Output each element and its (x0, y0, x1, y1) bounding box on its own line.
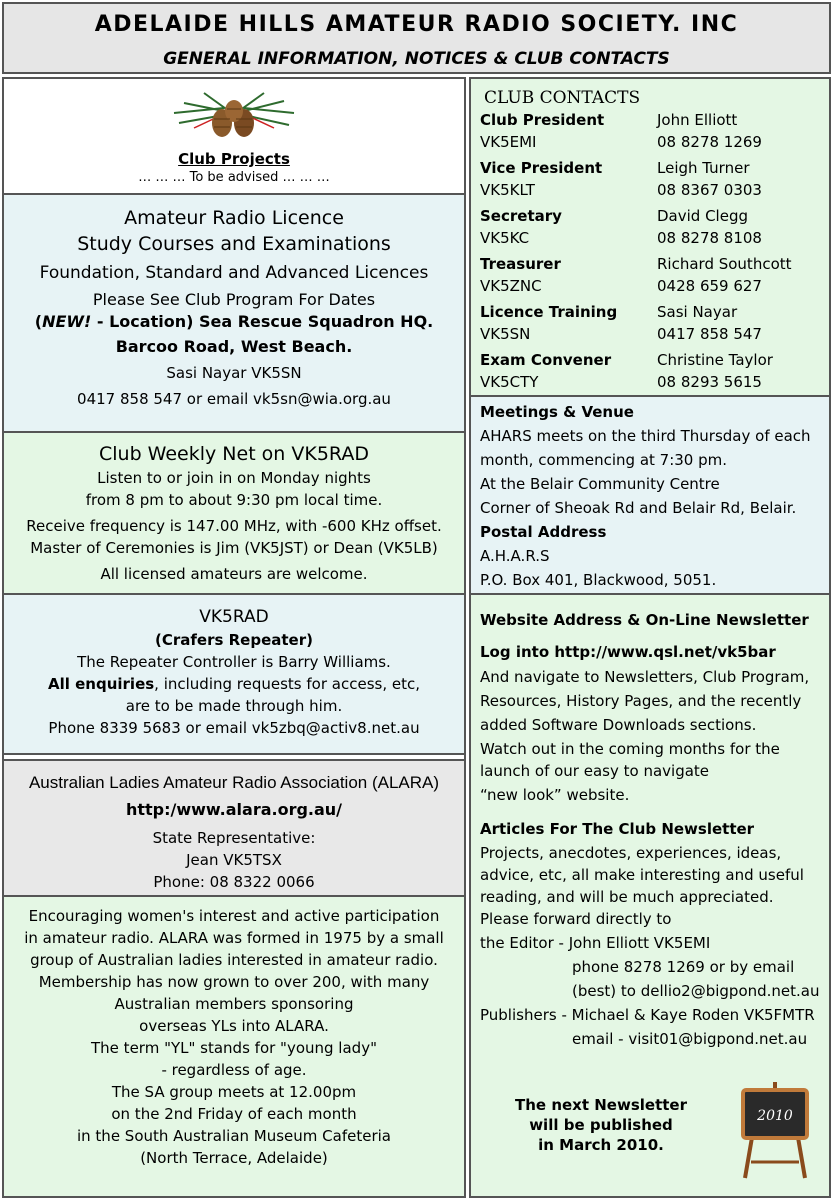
licence-contact: Sasi Nayar VK5SN (166, 364, 302, 382)
contact-row-bottom (480, 275, 825, 297)
meetings-line-2: month, commencing at 7:30 pm. (480, 451, 728, 469)
net-line-1: Listen to or join in on Monday nights (97, 469, 371, 487)
alara-body-line: in amateur radio. ALARA was formed in 1975 by a small (24, 929, 444, 947)
alara-body-box (4, 897, 464, 1196)
contact-row-bottom (480, 323, 825, 345)
alara-body-line: on the 2nd Friday of each month (111, 1105, 357, 1123)
licence-program: Please See Club Program For Dates (92, 290, 376, 309)
alara-body-line: in the South Australian Museum Cafeteria (76, 1127, 391, 1145)
articles-line-5: the Editor - John Elliott VK5EMI (480, 934, 711, 952)
contacts-box (471, 79, 829, 397)
contact-callsign: VK5SN (480, 325, 531, 343)
next-line-1: The next Newsletter (515, 1096, 687, 1114)
articles-line-7: (best) to dellio2@bigpond.net.au (572, 982, 820, 1000)
net-line-2: from 8 pm to about 9:30 pm local time. (85, 491, 383, 509)
repeater-subtitle: (Crafers Repeater) (155, 631, 313, 649)
website-login[interactable]: Log into http://www.qsl.net/vk5bar (480, 643, 776, 661)
meetings-box (471, 397, 829, 595)
contact-callsign: VK5EMI (480, 133, 537, 151)
articles-line-6: phone 8278 1269 or by email (572, 958, 795, 976)
contact-entry (480, 253, 825, 297)
articles-line-8: Publishers - Michael & Kaye Roden VK5FMTR (480, 1006, 815, 1024)
alara-body-line: Australian members sponsoring (114, 995, 354, 1013)
contact-name: John Elliott (657, 111, 738, 129)
postal-line-1: A.H.A.R.S (480, 547, 550, 565)
alara-body-line: - regardless of age. (161, 1061, 307, 1079)
alara-rep-label: State Representative: (152, 829, 316, 847)
right-column (469, 77, 831, 1198)
contact-name: Richard Southcott (657, 255, 792, 273)
contact-row-top (480, 109, 825, 131)
licence-location (4, 311, 464, 333)
enquiries-bold: All enquiries (48, 675, 155, 693)
projects-text: … … … To be advised … … … (138, 170, 330, 185)
repeater-line-1: The Repeater Controller is Barry Williams. (77, 653, 391, 671)
contact-row-top (480, 253, 825, 275)
pinecone-icon (164, 83, 304, 143)
alara-body-line: (North Terrace, Adelaide) (140, 1149, 328, 1167)
net-box (4, 433, 464, 595)
meetings-line-3: At the Belair Community Centre (480, 475, 720, 493)
articles-heading: Articles For The Club Newsletter (480, 820, 755, 838)
website-line-3: added Software Downloads sections. (480, 716, 757, 734)
projects-heading: Club Projects (178, 150, 290, 168)
licence-title: Amateur Radio Licence (124, 207, 344, 229)
alara-body-line: group of Australian ladies interested in amateur radio. (30, 951, 438, 969)
licence-box (4, 195, 464, 433)
repeater-box (4, 595, 464, 755)
website-box (471, 595, 829, 1196)
contact-entry (480, 157, 825, 201)
alara-body-line: The SA group meets at 12.00pm (111, 1083, 357, 1101)
net-title: Club Weekly Net on VK5RAD (98, 443, 369, 465)
repeater-line-3: are to be made through him. (125, 697, 343, 715)
website-line-6: “new look” website. (480, 786, 630, 804)
contact-role: Secretary (480, 207, 562, 225)
contact-entry (480, 109, 825, 153)
postal-line-2: P.O. Box 401, Blackwood, 5051. (480, 571, 717, 589)
contact-callsign: VK5CTY (480, 373, 539, 391)
contact-role: Vice President (480, 159, 603, 177)
projects-box (4, 79, 464, 195)
contact-phone: 08 8367 0303 (657, 181, 762, 199)
meetings-heading: Meetings & Venue (480, 403, 634, 421)
contact-row-bottom (480, 179, 825, 201)
articles-line-9: email - visit01@bigpond.net.au (572, 1030, 808, 1048)
contact-row-top (480, 301, 825, 323)
website-line-4: Watch out in the coming months for the (480, 740, 780, 758)
contacts-title: CLUB CONTACTS (484, 88, 641, 108)
contact-name: Christine Taylor (657, 351, 773, 369)
society-title: ADELAIDE HILLS AMATEUR RADIO SOCIETY. INC (94, 12, 739, 37)
chalkboard-icon (735, 1080, 815, 1180)
licence-title-2: Study Courses and Examinations (77, 233, 391, 255)
contact-role: Exam Convener (480, 351, 612, 369)
website-line-1: And navigate to Newsletters, Club Program, (480, 668, 810, 686)
articles-line-2: advice, etc, all make interesting and useful (480, 866, 804, 884)
location-open: ( (34, 312, 43, 331)
contacts-list (480, 109, 825, 393)
page-subtitle: GENERAL INFORMATION, NOTICES & CLUB CONTACTS (163, 49, 670, 69)
licence-subtitle: Foundation, Standard and Advanced Licences (39, 263, 429, 283)
contact-phone: 0417 858 547 (657, 325, 762, 343)
net-line-3: Receive frequency is 147.00 MHz, with -600 KHz offset. (26, 517, 442, 535)
contact-entry (480, 349, 825, 393)
alara-body-line: The term "YL" stands for "young lady" (91, 1039, 377, 1057)
meetings-line-1: AHARS meets on the third Thursday of each (480, 427, 811, 445)
contact-callsign: VK5ZNC (480, 277, 542, 295)
contact-callsign: VK5KLT (480, 181, 535, 199)
website-line-5: launch of our easy to navigate (480, 762, 710, 780)
contact-phone: 08 8293 5615 (657, 373, 762, 391)
contact-callsign: VK5KC (480, 229, 530, 247)
alara-url[interactable]: http:/www.alara.org.au/ (125, 800, 343, 819)
left-column (2, 77, 466, 1198)
contact-role: Treasurer (480, 255, 561, 273)
board-year: 2010 (757, 1108, 793, 1124)
net-line-5: All licensed amateurs are welcome. (100, 565, 368, 583)
repeater-line-2 (4, 673, 464, 695)
repeater-line-4: Phone 8339 5683 or email vk5zbq@activ8.net.au (48, 719, 420, 737)
alara-rep-name: Jean VK5TSX (186, 851, 282, 869)
contact-entry (480, 301, 825, 345)
alara-body-line: overseas YLs into ALARA. (139, 1017, 329, 1035)
alara-header-box (4, 759, 464, 897)
contact-phone: 0428 659 627 (657, 277, 762, 295)
contact-row-bottom (480, 131, 825, 153)
postal-heading: Postal Address (480, 523, 607, 541)
website-line-2: Resources, History Pages, and the recently (480, 692, 802, 710)
contact-row-bottom (480, 371, 825, 393)
next-line-3: in March 2010. (538, 1136, 664, 1154)
articles-line-4: Please forward directly to (480, 910, 672, 928)
alara-body-line: Encouraging women's interest and active participation (28, 907, 440, 925)
alara-rep-phone: Phone: 08 8322 0066 (153, 873, 315, 891)
meetings-line-4: Corner of Sheoak Rd and Belair Rd, Belair. (480, 499, 797, 517)
location-rest: - Location) Sea Rescue Squadron HQ. (91, 312, 434, 331)
contact-name: Sasi Nayar (657, 303, 738, 321)
articles-line-1: Projects, anecdotes, experiences, ideas, (480, 844, 782, 862)
repeater-title: VK5RAD (199, 607, 269, 627)
contact-row-top (480, 205, 825, 227)
contact-role: Club President (480, 111, 605, 129)
net-line-4: Master of Ceremonies is Jim (VK5JST) or Dean (VK5LB) (30, 539, 438, 557)
licence-phone: 0417 858 547 or email vk5sn@wia.org.au (77, 390, 391, 408)
contact-row-top (480, 157, 825, 179)
contact-name: David Clegg (657, 207, 748, 225)
website-heading: Website Address & On-Line Newsletter (480, 611, 809, 629)
licence-road: Barcoo Road, West Beach. (115, 337, 353, 356)
contact-phone: 08 8278 8108 (657, 229, 762, 247)
contact-entry (480, 205, 825, 249)
alara-body-line: Membership has now grown to over 200, with many (38, 973, 430, 991)
alara-title: Australian Ladies Amateur Radio Association (ALARA) (28, 773, 440, 792)
page-header (2, 2, 831, 74)
contact-phone: 08 8278 1269 (657, 133, 762, 151)
contact-row-bottom (480, 227, 825, 249)
next-line-2: will be published (529, 1116, 673, 1134)
articles-line-3: reading, and will be much appreciated. (480, 888, 774, 906)
new-label: NEW! (42, 312, 92, 331)
contact-role: Licence Training (480, 303, 618, 321)
contact-row-top (480, 349, 825, 371)
enquiries-rest: , including requests for access, etc, (154, 675, 420, 693)
alara-body (4, 905, 464, 1169)
next-newsletter (471, 1095, 731, 1155)
contact-name: Leigh Turner (657, 159, 750, 177)
